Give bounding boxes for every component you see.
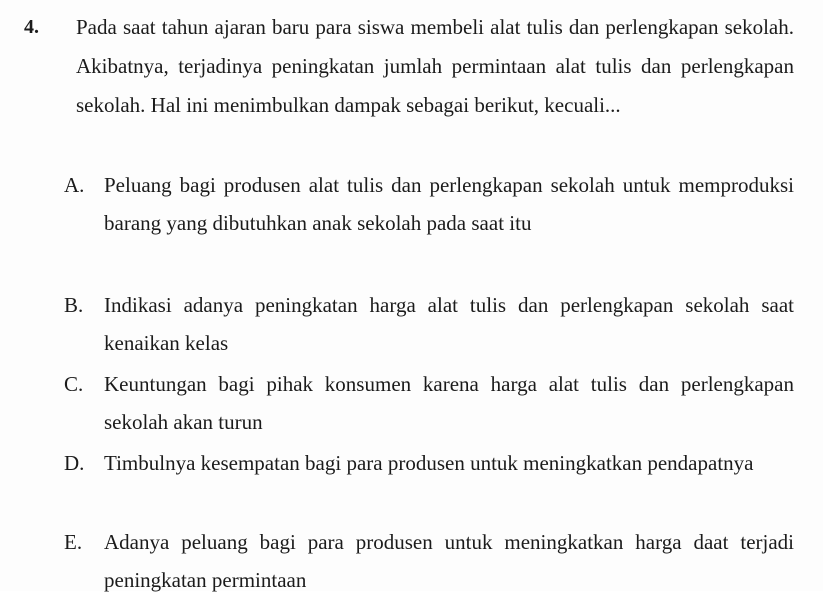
option-a xyxy=(64,166,794,286)
option-b xyxy=(64,286,794,365)
option-letter: A. xyxy=(64,173,85,197)
option-letter: C. xyxy=(64,372,84,396)
option-text: Indikasi adanya peningkatan harga alat tulis dan perlengkapan sekolah saat kenaikan kelas xyxy=(104,293,794,355)
option-letter: B. xyxy=(64,293,84,317)
option-text: Adanya peluang bagi para produsen untuk meningkatkan harga daat terjadi peningkatan permintaan xyxy=(104,530,794,592)
option-text: Keuntungan bagi pihak konsumen karena harga alat tulis dan perlengkapan sekolah akan turun xyxy=(104,372,794,434)
option-letter: D. xyxy=(64,451,85,475)
option-e xyxy=(64,523,794,602)
option-text: Peluang bagi produsen alat tulis dan perlengkapan sekolah untuk memproduksi barang yang dibutuhkan anak sekolah pada saat itu xyxy=(104,173,794,235)
option-text: Timbulnya kesempatan bagi para produsen untuk meningkatkan pendapatnya xyxy=(104,451,754,475)
option-d xyxy=(64,444,794,523)
question-text: Pada saat tahun ajaran baru para siswa membeli alat tulis dan perlengkapan sekolah. Akibatnya, terjadinya peningkatan jumlah permintaan alat tulis dan perlengkapan sekolah. Hal ini menimbulkan dampak sebagai berikut, kecuali... xyxy=(76,15,794,117)
option-c xyxy=(64,365,794,444)
option-letter: E. xyxy=(64,530,83,554)
question-number: 4. xyxy=(24,16,39,38)
answer-options xyxy=(64,166,794,602)
